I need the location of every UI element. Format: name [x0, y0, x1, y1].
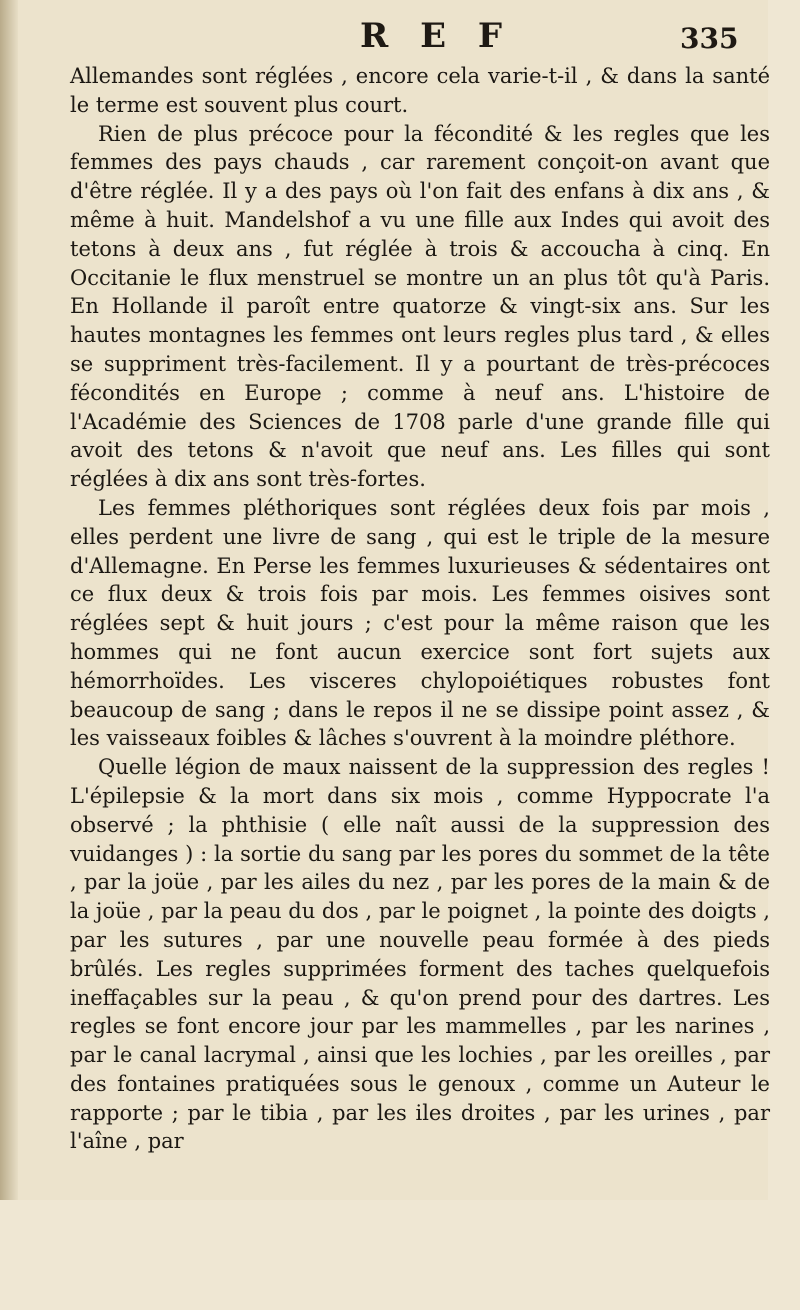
page-number: 335 — [680, 22, 739, 55]
page-header — [0, 16, 800, 60]
page-gutter-shadow — [0, 0, 18, 1310]
paragraph-continuation: Allemandes sont réglées , encore cela varie-t-il , & dans la santé le terme est souvent plus court. — [70, 64, 770, 117]
right-margin — [768, 0, 800, 1310]
paragraph: Les femmes pléthoriques sont réglées deux fois par mois , elles perdent une livre de sang , qui est le triple de la mesure d'Allemagne. En Perse les femmes luxurieuses & sédentaires ont ce flux deux & trois fois par mois. Les femmes oisives sont réglées sept & huit jours ; c'est pour la même raison que les hommes qui ne font aucun exercice sont fort sujets aux hémorrhoïdes. Les viscеres chylopoiétiques robustes font beaucoup de sang ; dans le repos il ne se dissipe point assez , & les vaisseaux foibles & lâches s'ouvrent à la moindre pléthore. — [70, 495, 770, 751]
bottom-margin — [0, 1200, 800, 1310]
paragraph: Quelle légion de maux naissent de la suppression des regles ! L'épilepsie & la mort dans six mois , comme Hyppocrate l'a observé ; la phthisie ( elle naît aussi de la suppression des vuidanges ) : la sortie du sang par les pores du sommet de la tête , par la joüe , par les ailes du nez , par les pores de la main & de la joüe , par la peau du dos , par le poignet , la pointe des doigts , par les sutures , par une nouvelle peau formée à des pieds brûlés. Les regles supprimées forment des taches quelquefois ineffaçables sur la peau , & qu'on prend pour des dartres. Les regles se font encore jour par les mammelles , par les narines , par le canal lacrymal , ainsi que les lochies , par les oreilles , par des fontaines pratiquées sous le genoux , comme un Auteur le rapporte ; par le tibia , par les iles droites , par les urines , par l'aîne , par — [70, 755, 770, 1154]
running-head: R E F — [360, 16, 512, 56]
body-text — [70, 62, 770, 1156]
paragraph: Rien de plus précoce pour la fécondité & les regles que les femmes des pays chauds , car rarement conçoit-on avant que d'être réglée. Il y a des pays où l'on fait des enfans à dix ans , & même à huit. Mandelshof a vu une fille aux Indes qui avoit des tetons à deux ans , fut réglée à trois & accoucha à cinq. En Occitanie le flux menstruel se montre un an plus tôt qu'à Paris. En Hollande il paroît entre quatorze & vingt-six ans. Sur les hautes montagnes les femmes ont leurs regles plus tard , & elles se suppriment très-facilement. Il y a pourtant de très-précoces fécondités en Europe ; comme à neuf ans. L'histoire de l'Académie des Sciences de 1708 parle d'une grande fille qui avoit des tetons & n'avoit que neuf ans. Les filles qui sont réglées à dix ans sont très-fortes. — [70, 121, 770, 492]
